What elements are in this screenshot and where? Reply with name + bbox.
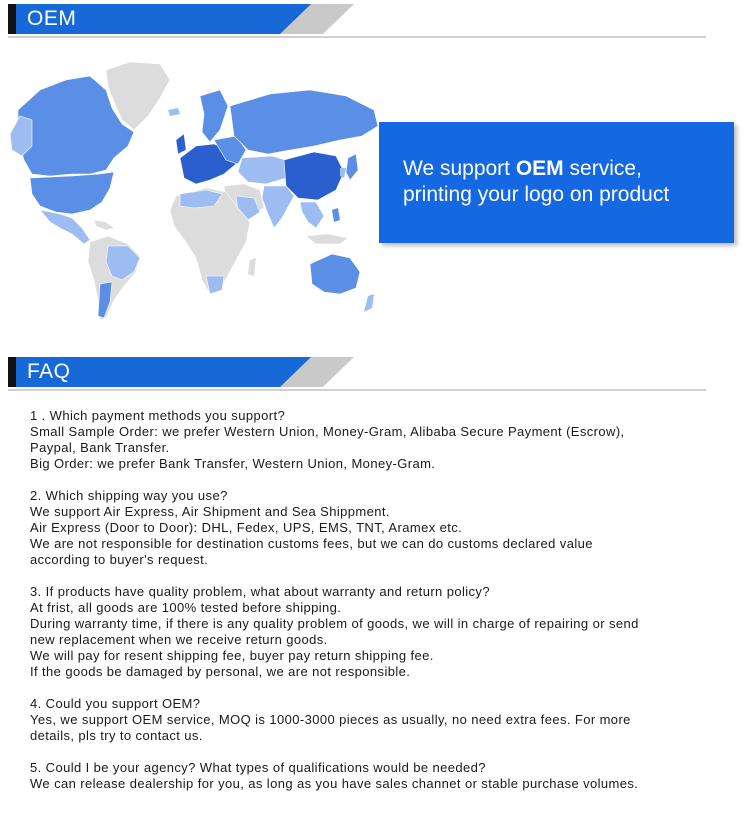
faq-item xyxy=(30,696,730,744)
map-scandinavia xyxy=(200,90,228,142)
faq-item xyxy=(30,488,730,568)
faq-section-header xyxy=(0,355,750,401)
faq-answer-line: details, pls try to contact us. xyxy=(30,728,203,743)
map-argentina xyxy=(98,282,112,318)
map-usa xyxy=(30,172,114,214)
faq-question: 5. Could I be your agency? What types of qualifications would be needed? xyxy=(30,760,486,775)
header-divider xyxy=(8,389,706,391)
faq-answer-line: Big Order: we prefer Bank Transfer, Western Union, Money-Gram. xyxy=(30,456,436,471)
header-divider xyxy=(8,36,706,38)
world-map-image xyxy=(10,50,380,325)
map-china xyxy=(284,152,344,200)
faq-answer-line: At frist, all goods are 100% tested before shipping. xyxy=(30,600,342,615)
faq-answer-line: We are not responsible for destination customs fees, but we can do customs declared value xyxy=(30,536,593,551)
map-indonesia xyxy=(306,234,348,244)
faq-answer-line: We will pay for resent shipping fee, buyer pay return shipping fee. xyxy=(30,648,434,663)
map-se-asia xyxy=(300,202,324,228)
faq-answer-line: Yes, we support OEM service, MOQ is 1000-3000 pieces as usually, no need extra fees. For more xyxy=(30,712,631,727)
promo-line-2: printing your logo on product xyxy=(403,183,670,206)
map-madagascar xyxy=(248,258,256,276)
map-philippines xyxy=(332,208,340,222)
faq-answer-line: Paypal, Bank Transfer. xyxy=(30,440,170,455)
map-japan xyxy=(346,154,358,180)
faq-item xyxy=(30,408,730,472)
map-russia xyxy=(230,90,378,154)
faq-header-title: FAQ xyxy=(27,360,71,383)
faq-item xyxy=(30,584,730,680)
oem-promo-banner xyxy=(379,122,734,243)
faq-list xyxy=(30,408,730,808)
faq-answer-line: new replacement when we receive return goods. xyxy=(30,632,328,647)
faq-question: 2. Which shipping way you use? xyxy=(30,488,228,503)
map-caribbean xyxy=(94,220,114,230)
map-mexico xyxy=(40,210,90,244)
header-accent-bar xyxy=(8,357,16,387)
faq-answer-line: according to buyer's request. xyxy=(30,552,209,567)
map-new-zealand xyxy=(364,294,374,312)
faq-question: 3. If products have quality problem, what about warranty and return policy? xyxy=(30,584,490,599)
faq-answer-line: We can release dealership for you, as long as you have sales channet or stable purchase volumes. xyxy=(30,776,639,791)
header-accent-bar xyxy=(8,4,16,34)
faq-question: 4. Could you support OEM? xyxy=(30,696,201,711)
faq-question: 1 . Which payment methods you support? xyxy=(30,408,286,423)
map-australia xyxy=(310,254,360,294)
faq-answer-line: We support Air Express, Air Shipment and Sea Shippment. xyxy=(30,504,390,519)
faq-answer-line: If the goods be damaged by personal, we are not responsible. xyxy=(30,664,411,679)
faq-answer-line: Small Sample Order: we prefer Western Union, Money-Gram, Alibaba Secure Payment (Escrow), xyxy=(30,424,625,439)
promo-line-1-suffix: service, xyxy=(563,157,642,180)
promo-line-1 xyxy=(403,156,642,182)
faq-answer-line: During warranty time, if there is any quality problem of goods, we will in charge of repairing or send xyxy=(30,616,639,631)
promo-line-1-prefix: We support xyxy=(403,157,516,180)
map-uk xyxy=(176,134,186,154)
world-map-graphic xyxy=(10,50,380,325)
faq-item xyxy=(30,760,730,792)
promo-line-1-bold: OEM xyxy=(515,157,564,180)
map-iceland xyxy=(168,108,180,116)
map-india xyxy=(262,186,294,228)
oem-section-header xyxy=(0,2,750,48)
faq-answer-line: Air Express (Door to Door): DHL, Fedex, UPS, EMS, TNT, Aramex etc. xyxy=(30,520,463,535)
oem-header-title: OEM xyxy=(27,7,77,30)
